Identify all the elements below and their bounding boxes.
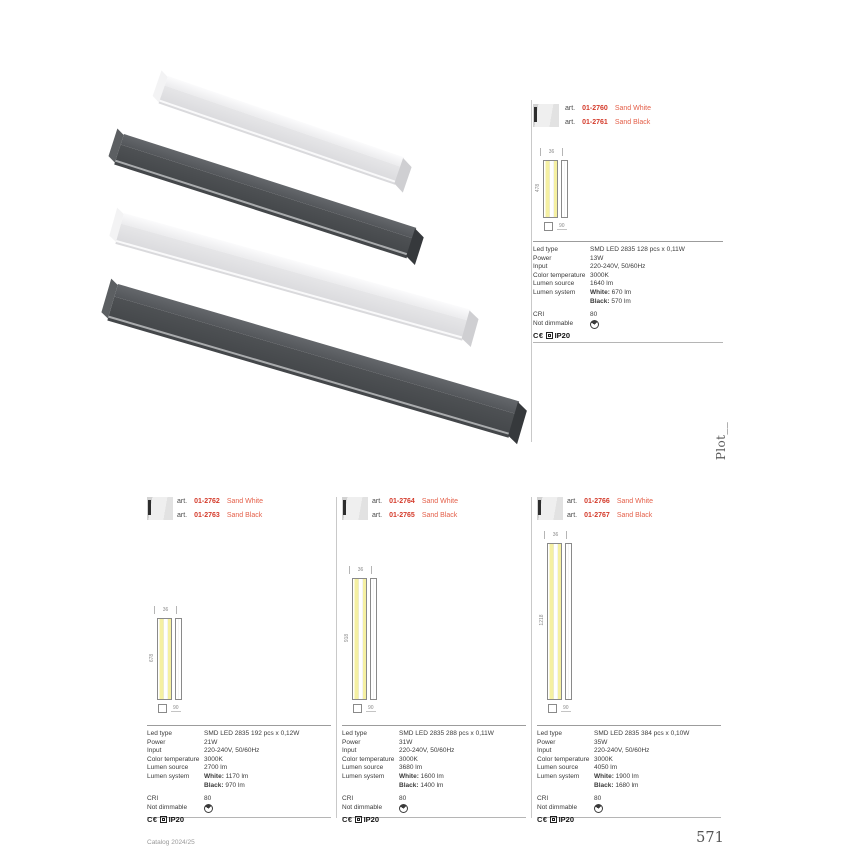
- spec-value: 3000K: [204, 755, 223, 763]
- spec-row: [147, 730, 331, 739]
- spec-label: Led type: [533, 246, 558, 253]
- spec-row: [537, 795, 721, 804]
- spec-label: Lumen system: [342, 772, 385, 780]
- drawing-cross-section: [353, 704, 376, 713]
- finish-name: Sand Black: [421, 511, 458, 519]
- spec-row: [533, 280, 723, 289]
- spec-value: [594, 773, 721, 782]
- spec-label: Not dimmable: [342, 803, 383, 811]
- spec-row: [147, 795, 331, 804]
- dimension-length: 478: [535, 183, 541, 193]
- bar-top-face: [165, 76, 405, 167]
- spec-label: CRI: [147, 795, 159, 803]
- spec-label: Lumen system: [147, 772, 190, 780]
- spec-value: 3000K: [590, 271, 609, 279]
- drawing-cross-section: [158, 704, 181, 713]
- cross-section-square: [353, 704, 362, 713]
- article-row: [177, 495, 263, 509]
- column-separator: [531, 497, 532, 818]
- spec-label: Color temperature: [533, 271, 586, 279]
- spec-row: [533, 246, 723, 255]
- ce-mark: C€: [342, 814, 353, 824]
- certification-row: [147, 816, 331, 825]
- spec-row: [342, 804, 526, 814]
- spec-label: Led type: [537, 730, 562, 737]
- spec-value: 220-240V, 50/60Hz: [399, 747, 455, 755]
- product-thumbnail: [342, 497, 368, 520]
- bar-top-face: [114, 284, 519, 414]
- spec-value: 220-240V, 50/60Hz: [590, 263, 646, 271]
- finish-name: Sand White: [614, 105, 652, 112]
- spec-value: 220-240V, 50/60Hz: [594, 747, 650, 755]
- spec-value: 35W: [594, 738, 608, 746]
- spec-value: SMD LED 2835 384 pcs x 0,10W: [594, 730, 690, 737]
- spec-label: Color temperature: [147, 755, 200, 763]
- art-label: art.: [372, 511, 383, 519]
- class-ii-icon: [546, 332, 553, 339]
- product-thumbnail: [147, 497, 173, 520]
- spec-label: CRI: [533, 311, 545, 319]
- spec-table: [342, 725, 526, 824]
- spec-label: Not dimmable: [147, 803, 188, 811]
- spec-row: [537, 773, 721, 782]
- spec-row: [533, 298, 723, 307]
- article-row: [177, 509, 263, 523]
- spec-row: [537, 756, 721, 765]
- lumen-black: 1400 lm: [420, 781, 444, 789]
- spec-label: Lumen system: [537, 772, 580, 780]
- spec-row: [537, 747, 721, 756]
- spec-value: [399, 773, 526, 782]
- finish-name: Sand Black: [226, 511, 263, 519]
- class-ii-icon: [550, 816, 557, 823]
- spec-value: 3680 lm: [399, 764, 423, 772]
- cross-section-square: [548, 704, 557, 713]
- spec-row: [342, 739, 526, 748]
- drawing-front-view: [352, 578, 367, 700]
- dimension-length: 918: [344, 633, 350, 643]
- finish-name: Sand White: [226, 498, 264, 505]
- page-number: 571: [696, 830, 724, 846]
- spec-label: Input: [537, 747, 552, 755]
- article-row: [372, 495, 458, 509]
- spec-value: 80: [590, 311, 598, 319]
- article-list: [565, 102, 651, 129]
- spec-value: 31W: [399, 738, 413, 746]
- ce-mark: C€: [537, 814, 548, 824]
- black-prefix: Black:: [594, 781, 614, 789]
- thumbnail-profile-edge-icon: [343, 500, 346, 515]
- thumbnail-profile-edge-icon: [148, 500, 151, 515]
- certification-row: [342, 816, 526, 825]
- dimension-width: 36: [154, 606, 177, 614]
- spec-row: [342, 795, 526, 804]
- product-thumbnail: [533, 104, 559, 127]
- spec-row: [533, 255, 723, 264]
- drawing-front-view: [547, 543, 562, 700]
- spec-value: [204, 773, 331, 782]
- dimension-depth: 90: [368, 705, 374, 711]
- finish-name: Sand Black: [614, 118, 651, 126]
- lumen-black: 1680 lm: [615, 781, 639, 789]
- spec-row: [342, 730, 526, 739]
- catalog-edition-label: Catalog 2024/25: [147, 839, 195, 846]
- drawing-cross-section: [548, 704, 571, 713]
- certification-row: [537, 816, 721, 825]
- spec-row: [537, 782, 721, 791]
- art-label: art.: [372, 498, 383, 505]
- ce-mark: C€: [147, 814, 158, 824]
- lumen-white: 1900 lm: [615, 772, 639, 780]
- spec-label: Power: [533, 254, 552, 262]
- spec-row: [147, 764, 331, 773]
- spec-value: [590, 298, 723, 307]
- spec-row: [537, 739, 721, 748]
- spec-label: Lumen source: [533, 280, 575, 288]
- spec-label: Power: [537, 738, 556, 746]
- spec-value: [204, 782, 331, 791]
- article-code: 01-2763: [194, 511, 220, 519]
- spec-row: [147, 804, 331, 814]
- class-ii-icon: [355, 816, 362, 823]
- spec-row: [533, 289, 723, 298]
- spec-row: [342, 756, 526, 765]
- not-dimmable-icon: [590, 320, 599, 329]
- article-list: [567, 495, 653, 522]
- article-list: [372, 495, 458, 522]
- spec-row: [342, 773, 526, 782]
- article-row: [567, 509, 653, 523]
- drawing-front-view: [543, 160, 558, 218]
- not-dimmable-icon: [594, 804, 603, 813]
- ce-mark: C€: [533, 330, 544, 340]
- white-prefix: White:: [204, 772, 224, 780]
- certification-row: [533, 332, 723, 341]
- class-ii-icon: [160, 816, 167, 823]
- finish-name: Sand Black: [616, 511, 653, 519]
- spec-label: Color temperature: [342, 755, 395, 763]
- drawing-side-view: [565, 543, 572, 700]
- spec-value: SMD LED 2835 288 pcs x 0,11W: [399, 730, 494, 737]
- spec-value: 220-240V, 50/60Hz: [204, 747, 260, 755]
- column-separator: [336, 497, 337, 818]
- dimension-width: 36: [540, 148, 563, 156]
- spec-label: Not dimmable: [537, 803, 578, 811]
- product-thumbnail: [537, 497, 563, 520]
- spec-value: SMD LED 2835 128 pcs x 0,11W: [590, 246, 685, 253]
- spec-label: Power: [147, 738, 166, 746]
- article-row: [565, 116, 651, 130]
- article-row: [567, 495, 653, 509]
- article-list: [177, 495, 263, 522]
- spec-table: [533, 241, 723, 343]
- article-code: 01-2765: [389, 511, 415, 519]
- drawing-side-view: [175, 618, 182, 700]
- cross-section-square: [544, 222, 553, 231]
- spec-row: [537, 804, 721, 814]
- black-prefix: Black:: [204, 781, 224, 789]
- dimension-depth: 90: [563, 705, 569, 711]
- spec-value: 3000K: [594, 755, 613, 763]
- drawing-cross-section: [544, 222, 567, 231]
- spec-value: 3000K: [399, 755, 418, 763]
- cross-section-square: [158, 704, 167, 713]
- art-label: art.: [565, 118, 576, 126]
- dimension-depth: 90: [173, 705, 179, 711]
- dimension-length: 1218: [539, 614, 545, 626]
- spec-value: 13W: [590, 254, 604, 262]
- not-dimmable-icon: [204, 804, 213, 813]
- spec-label: Led type: [342, 730, 367, 737]
- ip-rating: IP20: [558, 814, 575, 824]
- article-row: [565, 102, 651, 116]
- spec-table: [537, 725, 721, 824]
- thumbnail-profile-edge-icon: [534, 107, 537, 122]
- spec-row: [533, 311, 723, 320]
- drawing-side-view: [561, 160, 568, 218]
- spec-row: [147, 782, 331, 791]
- spec-row: [147, 756, 331, 765]
- spec-row: [342, 764, 526, 773]
- spec-value: 4050 lm: [594, 764, 618, 772]
- dimension-width: 36: [349, 566, 372, 574]
- dimension-width: 36: [544, 531, 567, 539]
- lumen-white: 1170 lm: [225, 772, 249, 780]
- spec-row: [342, 747, 526, 756]
- spec-value: [590, 289, 723, 298]
- art-label: art.: [567, 511, 578, 519]
- lumen-black: 570 lm: [611, 297, 631, 305]
- spec-value: 80: [204, 795, 212, 803]
- spec-label: Not dimmable: [533, 319, 574, 327]
- spec-table: [147, 725, 331, 824]
- spec-label: CRI: [537, 795, 549, 803]
- spec-row: [537, 764, 721, 773]
- spec-label: Power: [342, 738, 361, 746]
- spec-row: [537, 730, 721, 739]
- spec-value: 21W: [204, 738, 218, 746]
- lumen-white: 670 lm: [611, 288, 632, 296]
- spec-label: Lumen source: [537, 764, 579, 772]
- spec-row: [147, 773, 331, 782]
- spec-row: [147, 739, 331, 748]
- spec-value: 2700 lm: [204, 764, 228, 772]
- spec-value: 1640 lm: [590, 280, 614, 288]
- spec-label: Input: [342, 747, 357, 755]
- art-label: art.: [177, 511, 188, 519]
- spec-label: Lumen source: [147, 764, 189, 772]
- spec-label: Lumen system: [533, 288, 576, 296]
- spec-label: Led type: [147, 730, 172, 737]
- finish-name: Sand White: [616, 498, 654, 505]
- spec-label: Lumen source: [342, 764, 384, 772]
- black-prefix: Black:: [590, 297, 610, 305]
- spec-value: [399, 782, 526, 791]
- spec-label: CRI: [342, 795, 354, 803]
- ip-rating: IP20: [168, 814, 185, 824]
- thumbnail-profile-edge-icon: [538, 500, 541, 515]
- article-code: 01-2764: [389, 498, 415, 505]
- ip-rating: IP20: [363, 814, 380, 824]
- art-label: art.: [177, 498, 188, 505]
- finish-name: Sand White: [421, 498, 459, 505]
- not-dimmable-icon: [399, 804, 408, 813]
- spec-label: Input: [533, 263, 548, 271]
- column-separator: [531, 100, 532, 442]
- spec-row: [147, 747, 331, 756]
- article-row: [372, 509, 458, 523]
- article-code: 01-2760: [582, 105, 608, 112]
- spec-row: [533, 263, 723, 272]
- article-code: 01-2767: [584, 511, 610, 519]
- dimension-length: 678: [149, 653, 155, 663]
- art-label: art.: [565, 105, 576, 112]
- white-prefix: White:: [594, 772, 614, 780]
- white-prefix: White:: [590, 288, 610, 296]
- spec-row: [533, 272, 723, 281]
- spec-label: Input: [147, 747, 162, 755]
- ip-rating: IP20: [554, 330, 571, 340]
- black-prefix: Black:: [399, 781, 419, 789]
- article-code: 01-2766: [584, 498, 610, 505]
- family-name-vertical: Plot__: [713, 421, 728, 461]
- spec-value: 80: [399, 795, 407, 803]
- spec-value: [594, 782, 721, 791]
- article-code: 01-2761: [582, 118, 608, 126]
- spec-row: [342, 782, 526, 791]
- drawing-side-view: [370, 578, 377, 700]
- spec-row: [533, 320, 723, 330]
- article-code: 01-2762: [194, 498, 220, 505]
- lumen-white: 1600 lm: [420, 772, 444, 780]
- lumen-black: 970 lm: [225, 781, 245, 789]
- dimension-depth: 90: [559, 223, 565, 229]
- spec-label: Color temperature: [537, 755, 590, 763]
- spec-value: 80: [594, 795, 602, 803]
- drawing-front-view: [157, 618, 172, 700]
- art-label: art.: [567, 498, 578, 505]
- spec-value: SMD LED 2835 192 pcs x 0,12W: [204, 730, 300, 737]
- white-prefix: White:: [399, 772, 419, 780]
